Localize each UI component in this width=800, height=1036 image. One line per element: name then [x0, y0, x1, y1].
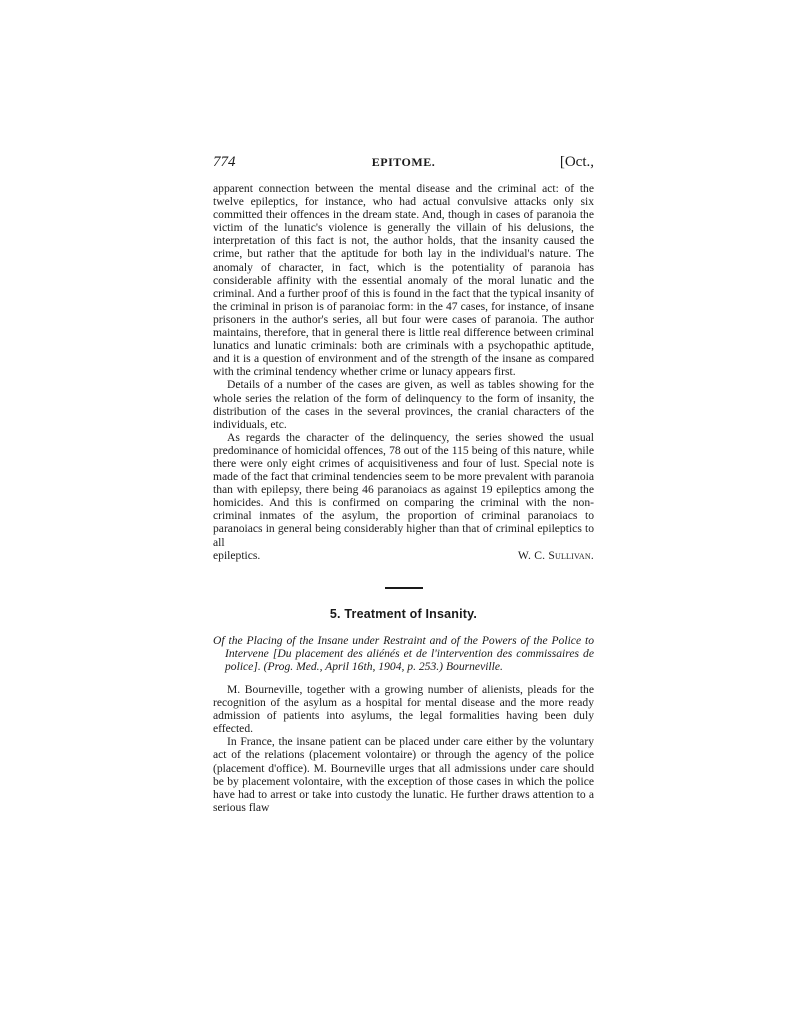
author-signature: W. C. Sullivan. — [517, 548, 594, 562]
last-word: epileptics. — [213, 548, 261, 562]
section-heading: 5. Treatment of Insanity. — [329, 606, 478, 621]
book-page — [213, 154, 594, 814]
details-paragraph: Details of a number of the cases are given, as well as tables showing for the whole series the relation of the form of delinquency to the form of insanity, the distribution of the cases in the several provinces, the cranial characters of the individuals, etc. — [213, 378, 594, 431]
body-paragraph-1: M. Bourneville, together with a growing number of alienists, pleads for the recognition of the asylum as a hospital for mental disease and the more ready admission of patients into asylums, the legal formalities having been duly effected. — [213, 683, 594, 736]
citation-source: (Prog. Med., April 16th, 1904, p. 253.) — [263, 659, 444, 673]
citation-author: Bourneville. — [445, 659, 503, 673]
regards-paragraph: As regards the character of the delinquency, the series showed the usual predominance of homicidal offences, 78 out of the 115 being of this nature, while there were only eight crimes of acquisitiveness and four of lust. Special note is made of the fact that criminal tendencies seem to be more prevalent with paranoia than with epilepsy, there being 46 paranoiacs as against 19 epileptics among the homicides. And this is confirmed on comparing the criminal with the non-criminal inmates of the asylum, the proportion of criminal paranoiacs to paranoiacs in general being considerably higher than that of criminal epileptics to all — [213, 430, 594, 549]
signature-line — [213, 549, 594, 562]
body-paragraph-2: In France, the insane patient can be placed under care either by the voluntary act of the relations (placement volontaire) or through the agency of the police (placement d'office). M. Bourneville urges that all admissions under care should be by placement volontaire, with the exception of those cases in which the police have had to arrest or take into custody the lunatic. He further draws attention to a serious flaw — [213, 735, 594, 814]
page-number: 774 — [213, 154, 236, 170]
page-header — [213, 154, 594, 178]
article-citation — [213, 634, 594, 673]
citation-title: Of the Placing of the Insane under Restraint and of the Powers of the Police to Intervene — [213, 633, 594, 660]
citation-french-title: [Du placement des aliénés et de l'intervention des commissaires de police]. — [225, 646, 594, 673]
running-title: EPITOME. — [371, 155, 436, 169]
section-divider — [385, 587, 423, 589]
date-mark: [Oct., — [559, 154, 594, 170]
continuation-paragraph: apparent connection between the mental disease and the criminal act: of the twelve epileptics, for instance, who had actual convulsive attacks only six committed their offences in the dream state. And, though in cases of paranoia the victim of the lunatic's violence is generally the villain of his delusions, the interpretation of this fact is not, the author holds, that the insanity caused the crime, but rather that the aptitude for both lay in the individual's nature. The anomaly of character, in fact, which is the potentiality of paranoia has considerable affinity with the essential anomaly of the moral lunatic and the criminal. And a further proof of this is found in the fact that the typical insanity of the criminal in prison is of paranoiac form: in the 47 cases, for instance, of insane prisoners in the author's series, all but four were cases of paranoia. The author maintains, therefore, that in general there is little real difference between criminal lunatics and lunatic criminals: both are criminals with a psychopathic aptitude, and it is a question of environment and of the strength of the insane as compared with the criminal tendency whether crime or lunacy appears first. — [213, 182, 594, 379]
